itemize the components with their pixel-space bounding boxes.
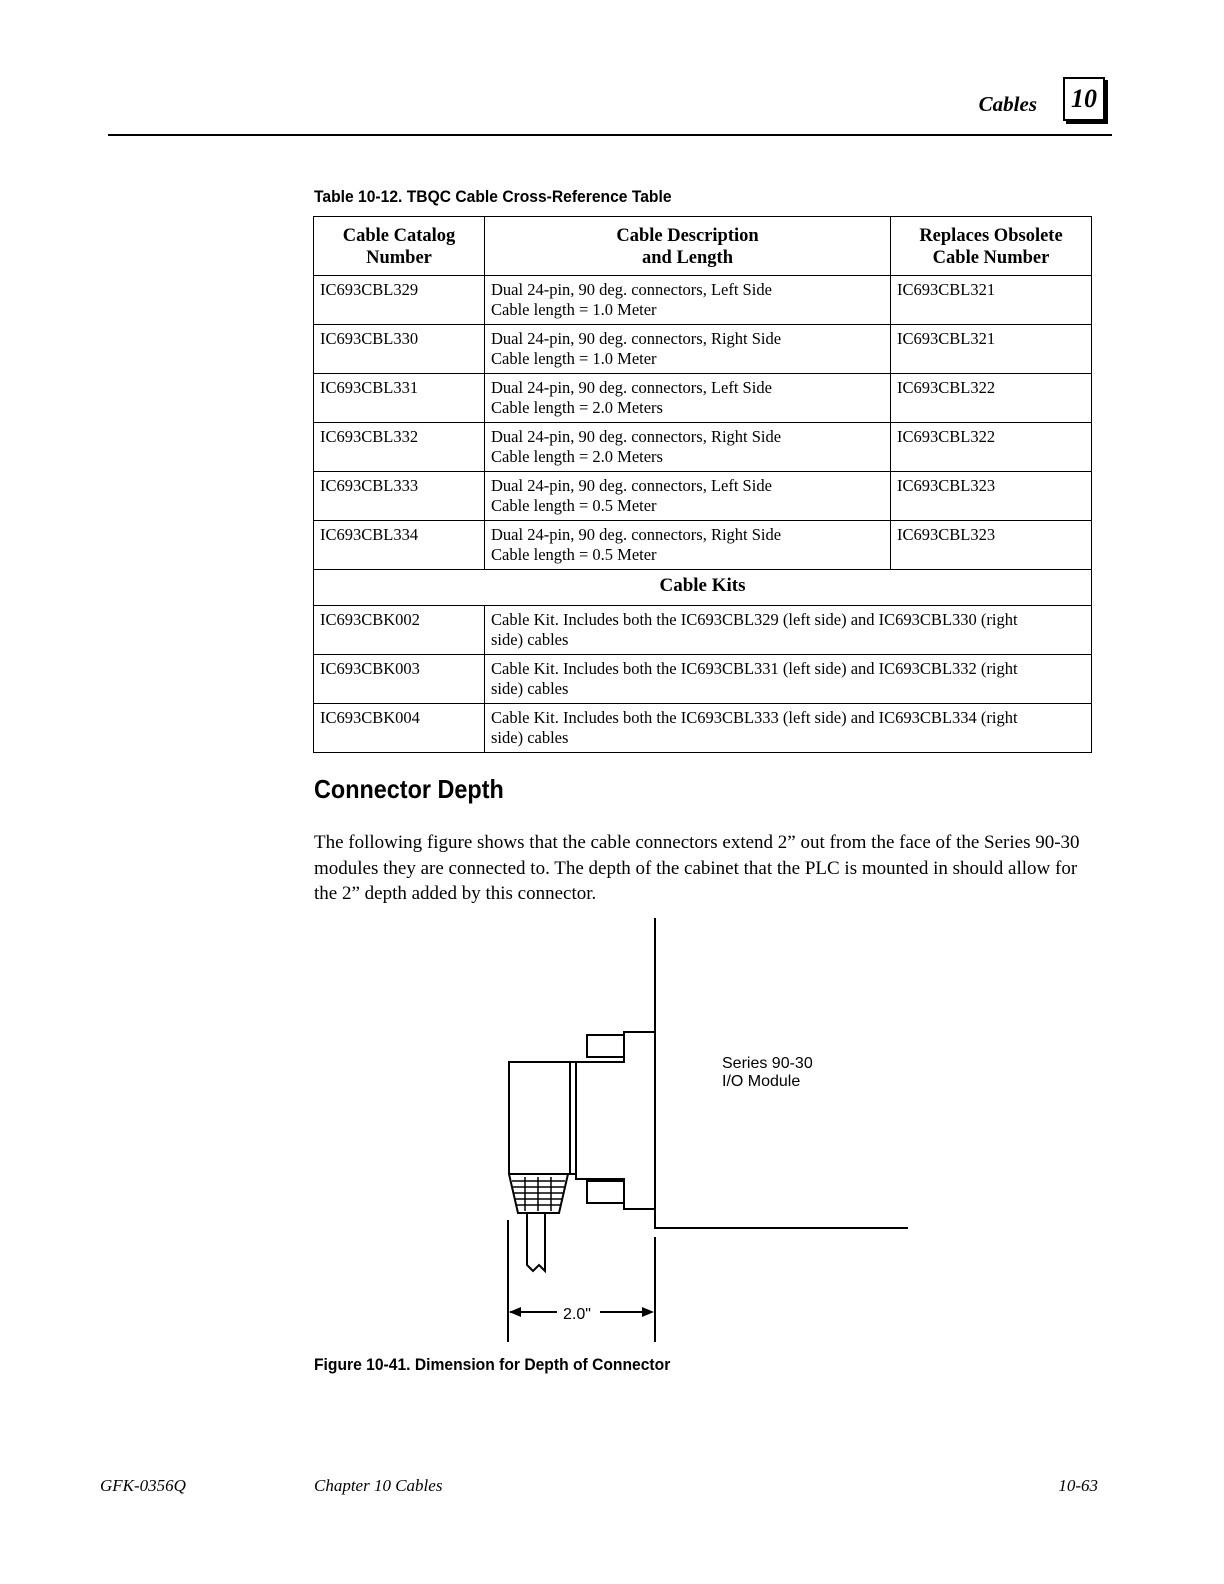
figure-caption: Figure 10-41. Dimension for Depth of Connector xyxy=(314,1355,671,1374)
catalog-cell: IC693CBK004 xyxy=(314,704,485,753)
section-heading: Connector Depth xyxy=(314,774,504,804)
chapter-number-badge: 10 xyxy=(1063,77,1105,121)
cable-kits-heading: Cable Kits xyxy=(314,570,1092,606)
table-row xyxy=(314,325,1092,374)
connector-depth-figure xyxy=(500,915,920,1345)
body-paragraph: The following figure shows that the cable connectors extend 2” out from the face of the Series 90-30 modules they are connected to. The depth of the cabinet that the PLC is mounted in should allow for the 2” depth added by this connector. xyxy=(314,832,1080,904)
description-cell: Dual 24-pin, 90 deg. connectors, Right Side Cable length = 2.0 Meters xyxy=(485,423,891,472)
table-row xyxy=(314,521,1092,570)
cable-cross-reference-table xyxy=(313,216,1092,753)
module-label-line1: Series 90-30 xyxy=(722,1055,813,1072)
catalog-cell: IC693CBL332 xyxy=(314,423,485,472)
catalog-cell: IC693CBL333 xyxy=(314,472,485,521)
footer-doc-id: GFK-0356Q xyxy=(100,1476,186,1495)
replaces-cell: IC693CBL322 xyxy=(891,423,1092,472)
table-row xyxy=(314,606,1092,655)
column-header-replaces: Replaces Obsolete Cable Number xyxy=(891,217,1092,276)
table-row xyxy=(314,276,1092,325)
replaces-cell: IC693CBL323 xyxy=(891,472,1092,521)
replaces-cell: IC693CBL321 xyxy=(891,325,1092,374)
table-caption: Table 10-12. TBQC Cable Cross-Reference Table xyxy=(314,187,672,206)
catalog-cell: IC693CBL329 xyxy=(314,276,485,325)
connector-diagram xyxy=(500,915,920,1345)
table-row xyxy=(314,472,1092,521)
cable xyxy=(527,1213,545,1271)
catalog-cell: IC693CBL334 xyxy=(314,521,485,570)
replaces-cell: IC693CBL322 xyxy=(891,374,1092,423)
table-row xyxy=(314,374,1092,423)
arrowhead-left xyxy=(509,1307,521,1317)
catalog-cell: IC693CBL330 xyxy=(314,325,485,374)
column-header-catalog: Cable Catalog Number xyxy=(314,217,485,276)
column-header-description: Cable Description and Length xyxy=(485,217,891,276)
replaces-cell: IC693CBL323 xyxy=(891,521,1092,570)
footer-chapter: Chapter 10 Cables xyxy=(314,1476,443,1495)
running-header-title: Cables xyxy=(978,92,1037,116)
table-row xyxy=(314,423,1092,472)
module-label-line2: I/O Module xyxy=(722,1073,801,1090)
upper-latch xyxy=(587,1035,624,1057)
description-cell: Dual 24-pin, 90 deg. connectors, Left Side Cable length = 0.5 Meter xyxy=(485,472,891,521)
lower-latch xyxy=(587,1181,624,1203)
arrowhead-right xyxy=(642,1307,654,1317)
description-cell: Dual 24-pin, 90 deg. connectors, Right Side Cable length = 1.0 Meter xyxy=(485,325,891,374)
replaces-cell: IC693CBL321 xyxy=(891,276,1092,325)
catalog-cell: IC693CBL331 xyxy=(314,374,485,423)
table-row xyxy=(314,704,1092,753)
description-cell: Dual 24-pin, 90 deg. connectors, Left Side Cable length = 2.0 Meters xyxy=(485,374,891,423)
description-cell: Dual 24-pin, 90 deg. connectors, Left Side Cable length = 1.0 Meter xyxy=(485,276,891,325)
footer-page-number: 10-63 xyxy=(1058,1476,1098,1495)
kit-description-cell: Cable Kit. Includes both the IC693CBL329 (left side) and IC693CBL330 (right side) cables xyxy=(485,606,1092,655)
kit-description-cell: Cable Kit. Includes both the IC693CBL331 (left side) and IC693CBL332 (right side) cables xyxy=(485,655,1092,704)
table-row xyxy=(314,655,1092,704)
catalog-cell: IC693CBK002 xyxy=(314,606,485,655)
kit-description-cell: Cable Kit. Includes both the IC693CBL333 (left side) and IC693CBL334 (right side) cables xyxy=(485,704,1092,753)
catalog-cell: IC693CBK003 xyxy=(314,655,485,704)
dimension-label: 2.0" xyxy=(563,1306,591,1323)
header-rule xyxy=(108,134,1112,136)
plug-body xyxy=(509,1062,570,1174)
table-header-row xyxy=(314,217,1092,276)
description-cell: Dual 24-pin, 90 deg. connectors, Right Side Cable length = 0.5 Meter xyxy=(485,521,891,570)
kits-heading-row xyxy=(314,570,1092,606)
